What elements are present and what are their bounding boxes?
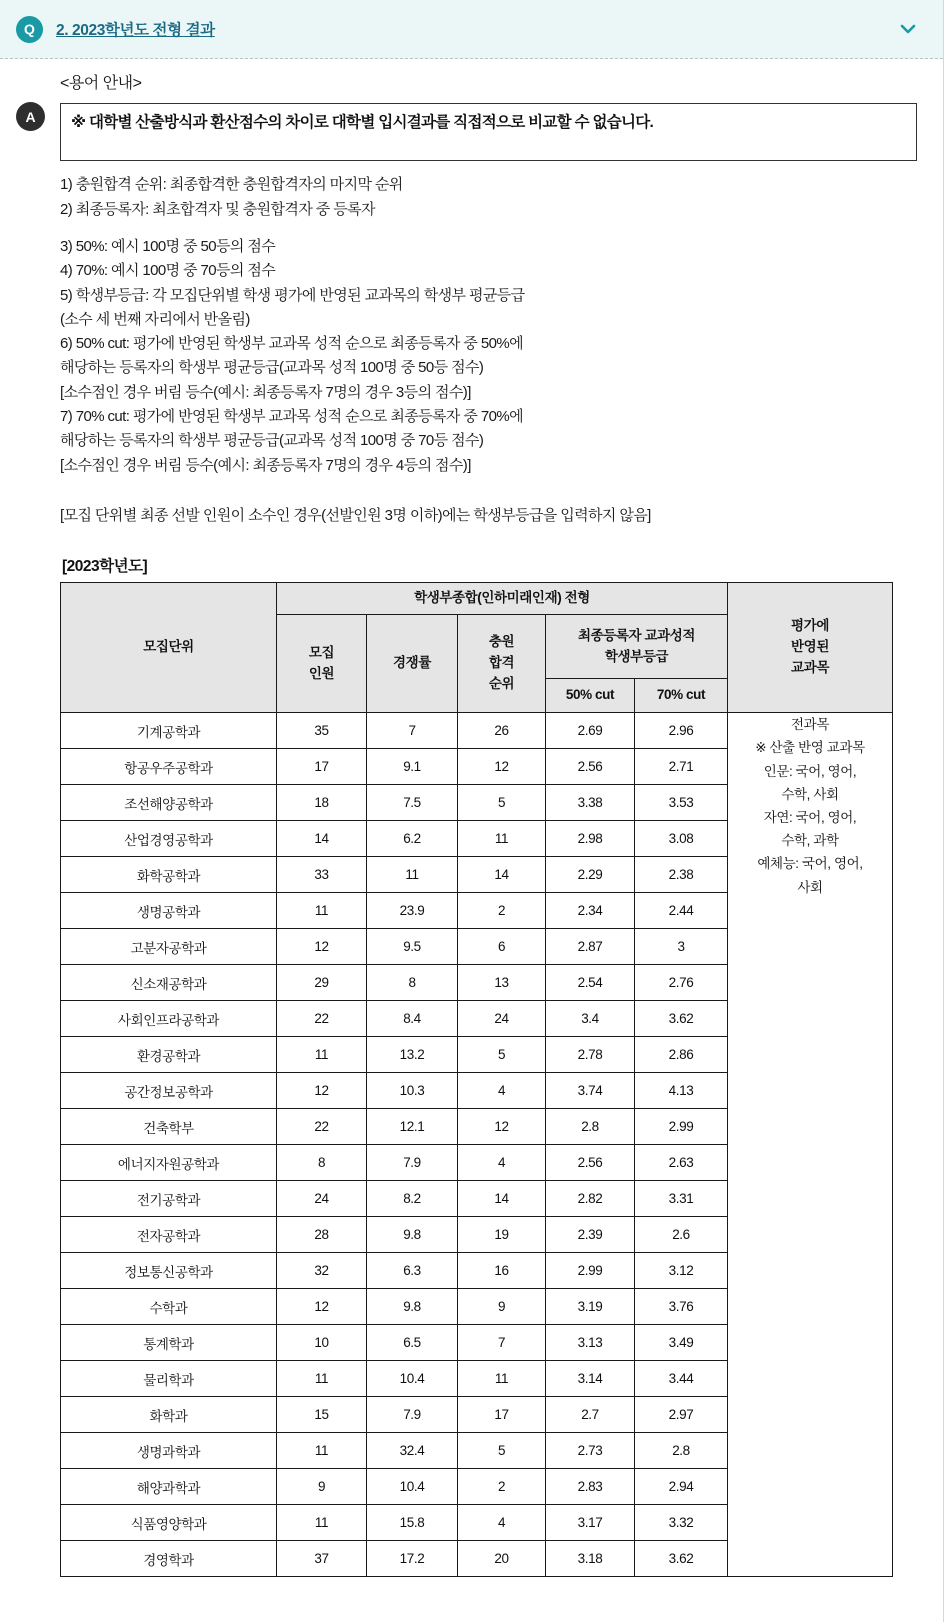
cell-rank: 12 (458, 749, 546, 785)
cell-capacity: 17 (277, 749, 367, 785)
cell-cut50: 2.56 (546, 749, 635, 785)
cell-cut70: 2.71 (635, 749, 728, 785)
cell-dept: 에너지자원공학과 (61, 1145, 277, 1181)
cell-rank: 2 (458, 893, 546, 929)
cell-rank: 12 (458, 1109, 546, 1145)
cell-cut50: 3.38 (546, 785, 635, 821)
subjects-note-line: 전과목 (791, 717, 829, 733)
cell-cut50: 2.87 (546, 929, 635, 965)
cell-capacity: 12 (277, 929, 367, 965)
th-waitlist-l2: 합격 (488, 655, 515, 671)
th-capacity-l1: 모집 (308, 644, 335, 660)
cell-capacity: 35 (277, 713, 367, 749)
cell-cut50: 2.73 (546, 1433, 635, 1469)
cell-cut70: 3.12 (635, 1253, 728, 1289)
cell-cut50: 3.13 (546, 1325, 635, 1361)
subjects-note-line: 수학, 과학 (781, 833, 839, 849)
cell-dept: 화학공학과 (61, 857, 277, 893)
cell-cut70: 3.62 (635, 1001, 728, 1037)
cell-cut50: 2.8 (546, 1109, 635, 1145)
cell-cut50: 2.83 (546, 1469, 635, 1505)
cell-cut70: 2.94 (635, 1469, 728, 1505)
cell-rate: 23.9 (367, 893, 458, 929)
answer-content (60, 73, 917, 1577)
spacer (60, 478, 917, 504)
cell-cut50: 3.19 (546, 1289, 635, 1325)
cell-capacity: 24 (277, 1181, 367, 1217)
th-subjects-l3: 교과목 (791, 660, 829, 676)
cell-rank: 14 (458, 857, 546, 893)
cell-capacity: 10 (277, 1325, 367, 1361)
cell-cut50: 2.7 (546, 1397, 635, 1433)
cell-rate: 6.3 (367, 1253, 458, 1289)
cell-rank: 13 (458, 965, 546, 1001)
cell-rank: 5 (458, 785, 546, 821)
cell-cut70: 2.44 (635, 893, 728, 929)
cell-cut50: 3.14 (546, 1361, 635, 1397)
cell-subjects-note (728, 713, 893, 1577)
cell-cut70: 2.86 (635, 1037, 728, 1073)
th-capacity-l2: 인원 (308, 665, 335, 681)
accordion-header[interactable] (0, 0, 943, 59)
definition-line: 5) 학생부등급: 각 모집단위별 학생 평가에 반영된 교과목의 학생부 평균등급 (60, 286, 525, 304)
cell-cut50: 3.4 (546, 1001, 635, 1037)
cell-capacity: 14 (277, 821, 367, 857)
question-badge: Q (16, 16, 43, 43)
cell-dept: 조선해양공학과 (61, 785, 277, 821)
table-head (61, 583, 893, 713)
definition-line: 3) 50%: 예시 100명 중 50등의 점수 (60, 237, 276, 255)
cell-dept: 환경공학과 (61, 1037, 277, 1073)
cell-rate: 13.2 (367, 1037, 458, 1073)
cell-rate: 12.1 (367, 1109, 458, 1145)
cell-dept: 정보통신공학과 (61, 1253, 277, 1289)
th-cut70: 70% cut (635, 679, 728, 713)
cell-dept: 식품영양학과 (61, 1505, 277, 1541)
cell-cut70: 2.38 (635, 857, 728, 893)
table-row (61, 713, 893, 749)
cell-cut50: 3.74 (546, 1073, 635, 1109)
spacer (60, 222, 917, 235)
answer-body (0, 59, 943, 1597)
results-table (60, 582, 893, 1577)
cell-cut50: 3.18 (546, 1541, 635, 1577)
cell-rank: 4 (458, 1145, 546, 1181)
definition-line: 해당하는 등록자의 학생부 평균등급(교과목 성적 100명 중 70등 점수) (60, 432, 484, 450)
answer-badge: A (16, 102, 45, 131)
th-capacity (277, 615, 367, 713)
cell-rank: 17 (458, 1397, 546, 1433)
definition-line: [모집 단위별 최종 선발 인원이 소수인 경우(선발인원 3명 이하)에는 학생부등급을 입력하지 않음] (60, 506, 651, 524)
cell-cut50: 2.99 (546, 1253, 635, 1289)
spacer (60, 528, 917, 554)
cell-cut70: 3 (635, 929, 728, 965)
cell-cut70: 3.53 (635, 785, 728, 821)
cell-capacity: 33 (277, 857, 367, 893)
cell-dept: 기계공학과 (61, 713, 277, 749)
cell-cut50: 2.39 (546, 1217, 635, 1253)
cell-rank: 4 (458, 1505, 546, 1541)
th-subjects (728, 583, 893, 713)
cell-cut70: 4.13 (635, 1073, 728, 1109)
cell-cut70: 3.76 (635, 1289, 728, 1325)
cell-rank: 5 (458, 1433, 546, 1469)
th-grade-group-l2: 학생부등급 (604, 648, 669, 664)
cell-rate: 32.4 (367, 1433, 458, 1469)
definition-line: 2) 최종등록자: 최초합격자 및 충원합격자 중 등록자 (60, 200, 375, 218)
th-grade-group (546, 615, 728, 679)
definition-line: 해당하는 등록자의 학생부 평균등급(교과목 성적 100명 중 50등 점수) (60, 359, 484, 377)
cell-rate: 11 (367, 857, 458, 893)
cell-capacity: 32 (277, 1253, 367, 1289)
cell-rate: 8.4 (367, 1001, 458, 1037)
chevron-down-icon[interactable] (897, 18, 919, 40)
cell-cut50: 2.78 (546, 1037, 635, 1073)
cell-cut70: 3.49 (635, 1325, 728, 1361)
subjects-note-line: ※ 산출 반영 교과목 (755, 740, 865, 756)
cell-dept: 경영학과 (61, 1541, 277, 1577)
cell-dept: 항공우주공학과 (61, 749, 277, 785)
cell-capacity: 29 (277, 965, 367, 1001)
cell-rank: 7 (458, 1325, 546, 1361)
notice-text: ※ 대학별 산출방식과 환산점수의 차이로 대학별 입시결과를 직접적으로 비교할 수 없습니다. (71, 114, 654, 132)
cell-dept: 수학과 (61, 1289, 277, 1325)
cell-cut50: 2.98 (546, 821, 635, 857)
cell-rate: 7.5 (367, 785, 458, 821)
cell-dept: 공간정보공학과 (61, 1073, 277, 1109)
cell-capacity: 18 (277, 785, 367, 821)
cell-rank: 9 (458, 1289, 546, 1325)
cell-rank: 24 (458, 1001, 546, 1037)
th-subjects-l2: 반영된 (791, 639, 829, 655)
definition-list (60, 173, 917, 528)
cell-rate: 9.1 (367, 749, 458, 785)
cell-dept: 해양과학과 (61, 1469, 277, 1505)
cell-cut50: 2.29 (546, 857, 635, 893)
cell-cut50: 2.69 (546, 713, 635, 749)
cell-dept: 생명공학과 (61, 893, 277, 929)
cell-dept: 화학과 (61, 1397, 277, 1433)
th-competition-rate: 경쟁률 (367, 615, 458, 713)
definition-line: 4) 70%: 예시 100명 중 70등의 점수 (60, 262, 276, 280)
cell-dept: 생명과학과 (61, 1433, 277, 1469)
definition-line: [소수점인 경우 버림 등수(예시: 최종등록자 7명의 경우 3등의 점수)] (60, 383, 471, 401)
subjects-note-line: 사회 (797, 879, 823, 895)
cell-dept: 신소재공학과 (61, 965, 277, 1001)
cell-dept: 고분자공학과 (61, 929, 277, 965)
cell-cut70: 3.62 (635, 1541, 728, 1577)
table-head-row-1 (61, 583, 893, 615)
definition-line: 1) 충원합격 순위: 최종합격한 충원합격자의 마지막 순위 (60, 176, 403, 194)
cell-cut70: 3.31 (635, 1181, 728, 1217)
year-label: [2023학년도] (62, 558, 148, 576)
th-grade-group-l1: 최종등록자 교과성적 (577, 627, 696, 643)
th-group-title: 학생부종합(인하미래인재) 전형 (277, 583, 728, 615)
definition-line: 6) 50% cut: 평가에 반영된 학생부 교과목 성적 순으로 최종등록자 중 50%에 (60, 335, 523, 353)
cell-dept: 건축학부 (61, 1109, 277, 1145)
th-waitlist-rank (458, 615, 546, 713)
cell-capacity: 22 (277, 1001, 367, 1037)
cell-dept: 전기공학과 (61, 1181, 277, 1217)
th-subjects-l1: 평가에 (791, 618, 829, 634)
subjects-note-line: 자연: 국어, 영어, (763, 810, 857, 826)
cell-dept: 사회인프라공학과 (61, 1001, 277, 1037)
cell-rate: 17.2 (367, 1541, 458, 1577)
cell-cut50: 2.54 (546, 965, 635, 1001)
cell-rank: 20 (458, 1541, 546, 1577)
cell-cut50: 3.17 (546, 1505, 635, 1541)
cell-rate: 6.5 (367, 1325, 458, 1361)
cell-rate: 9.8 (367, 1289, 458, 1325)
cell-rank: 11 (458, 1361, 546, 1397)
cell-cut70: 2.96 (635, 713, 728, 749)
th-cut50: 50% cut (546, 679, 635, 713)
cell-cut70: 3.32 (635, 1505, 728, 1541)
cell-rank: 5 (458, 1037, 546, 1073)
cell-cut50: 2.56 (546, 1145, 635, 1181)
subjects-note-line: 예체능: 국어, 영어, (757, 856, 863, 872)
cell-rate: 10.4 (367, 1361, 458, 1397)
definition-line: (소수 세 번째 자리에서 반올림) (60, 310, 250, 328)
cell-cut50: 2.34 (546, 893, 635, 929)
cell-cut70: 2.8 (635, 1433, 728, 1469)
cell-rate: 8 (367, 965, 458, 1001)
cell-capacity: 11 (277, 1433, 367, 1469)
cell-rank: 2 (458, 1469, 546, 1505)
definition-line: 7) 70% cut: 평가에 반영된 학생부 교과목 성적 순으로 최종등록자 중 70%에 (60, 407, 523, 425)
cell-capacity: 22 (277, 1109, 367, 1145)
cell-rank: 14 (458, 1181, 546, 1217)
cell-cut70: 2.63 (635, 1145, 728, 1181)
cell-capacity: 12 (277, 1073, 367, 1109)
th-waitlist-l1: 충원 (488, 634, 515, 650)
cell-cut70: 3.44 (635, 1361, 728, 1397)
cell-rank: 16 (458, 1253, 546, 1289)
cell-capacity: 11 (277, 1361, 367, 1397)
cell-dept: 산업경영공학과 (61, 821, 277, 857)
cell-capacity: 11 (277, 893, 367, 929)
cell-rate: 10.4 (367, 1469, 458, 1505)
cell-capacity: 11 (277, 1037, 367, 1073)
cell-rate: 7.9 (367, 1397, 458, 1433)
cell-rate: 9.8 (367, 1217, 458, 1253)
notice-box (60, 103, 917, 161)
cell-rate: 6.2 (367, 821, 458, 857)
cell-rate: 10.3 (367, 1073, 458, 1109)
cell-dept: 통계학과 (61, 1325, 277, 1361)
cell-rate: 7 (367, 713, 458, 749)
cell-rank: 4 (458, 1073, 546, 1109)
cell-cut70: 3.08 (635, 821, 728, 857)
page-title[interactable]: 2. 2023학년도 전형 결과 (56, 22, 215, 39)
cell-capacity: 37 (277, 1541, 367, 1577)
cell-rate: 9.5 (367, 929, 458, 965)
cell-rate: 15.8 (367, 1505, 458, 1541)
cell-dept: 전자공학과 (61, 1217, 277, 1253)
cell-cut70: 2.97 (635, 1397, 728, 1433)
cell-rank: 6 (458, 929, 546, 965)
cell-capacity: 28 (277, 1217, 367, 1253)
cell-capacity: 15 (277, 1397, 367, 1433)
cell-rank: 26 (458, 713, 546, 749)
cell-cut70: 2.6 (635, 1217, 728, 1253)
definition-line: [소수점인 경우 버림 등수(예시: 최종등록자 7명의 경우 4등의 점수)] (60, 456, 471, 474)
cell-capacity: 12 (277, 1289, 367, 1325)
cell-rank: 19 (458, 1217, 546, 1253)
table-body (61, 713, 893, 1577)
subjects-note-line: 인문: 국어, 영어, (763, 763, 857, 779)
cell-rate: 7.9 (367, 1145, 458, 1181)
subjects-note-line: 수학, 사회 (781, 786, 839, 802)
cell-capacity: 9 (277, 1469, 367, 1505)
cell-rate: 8.2 (367, 1181, 458, 1217)
cell-dept: 물리학과 (61, 1361, 277, 1397)
cell-cut70: 2.99 (635, 1109, 728, 1145)
th-dept: 모집단위 (61, 583, 277, 713)
cell-cut70: 2.76 (635, 965, 728, 1001)
cell-capacity: 8 (277, 1145, 367, 1181)
cell-capacity: 11 (277, 1505, 367, 1541)
terminology-heading: <용어 안내> (60, 75, 142, 92)
cell-cut50: 2.82 (546, 1181, 635, 1217)
th-waitlist-l3: 순위 (488, 676, 515, 692)
cell-rank: 11 (458, 821, 546, 857)
